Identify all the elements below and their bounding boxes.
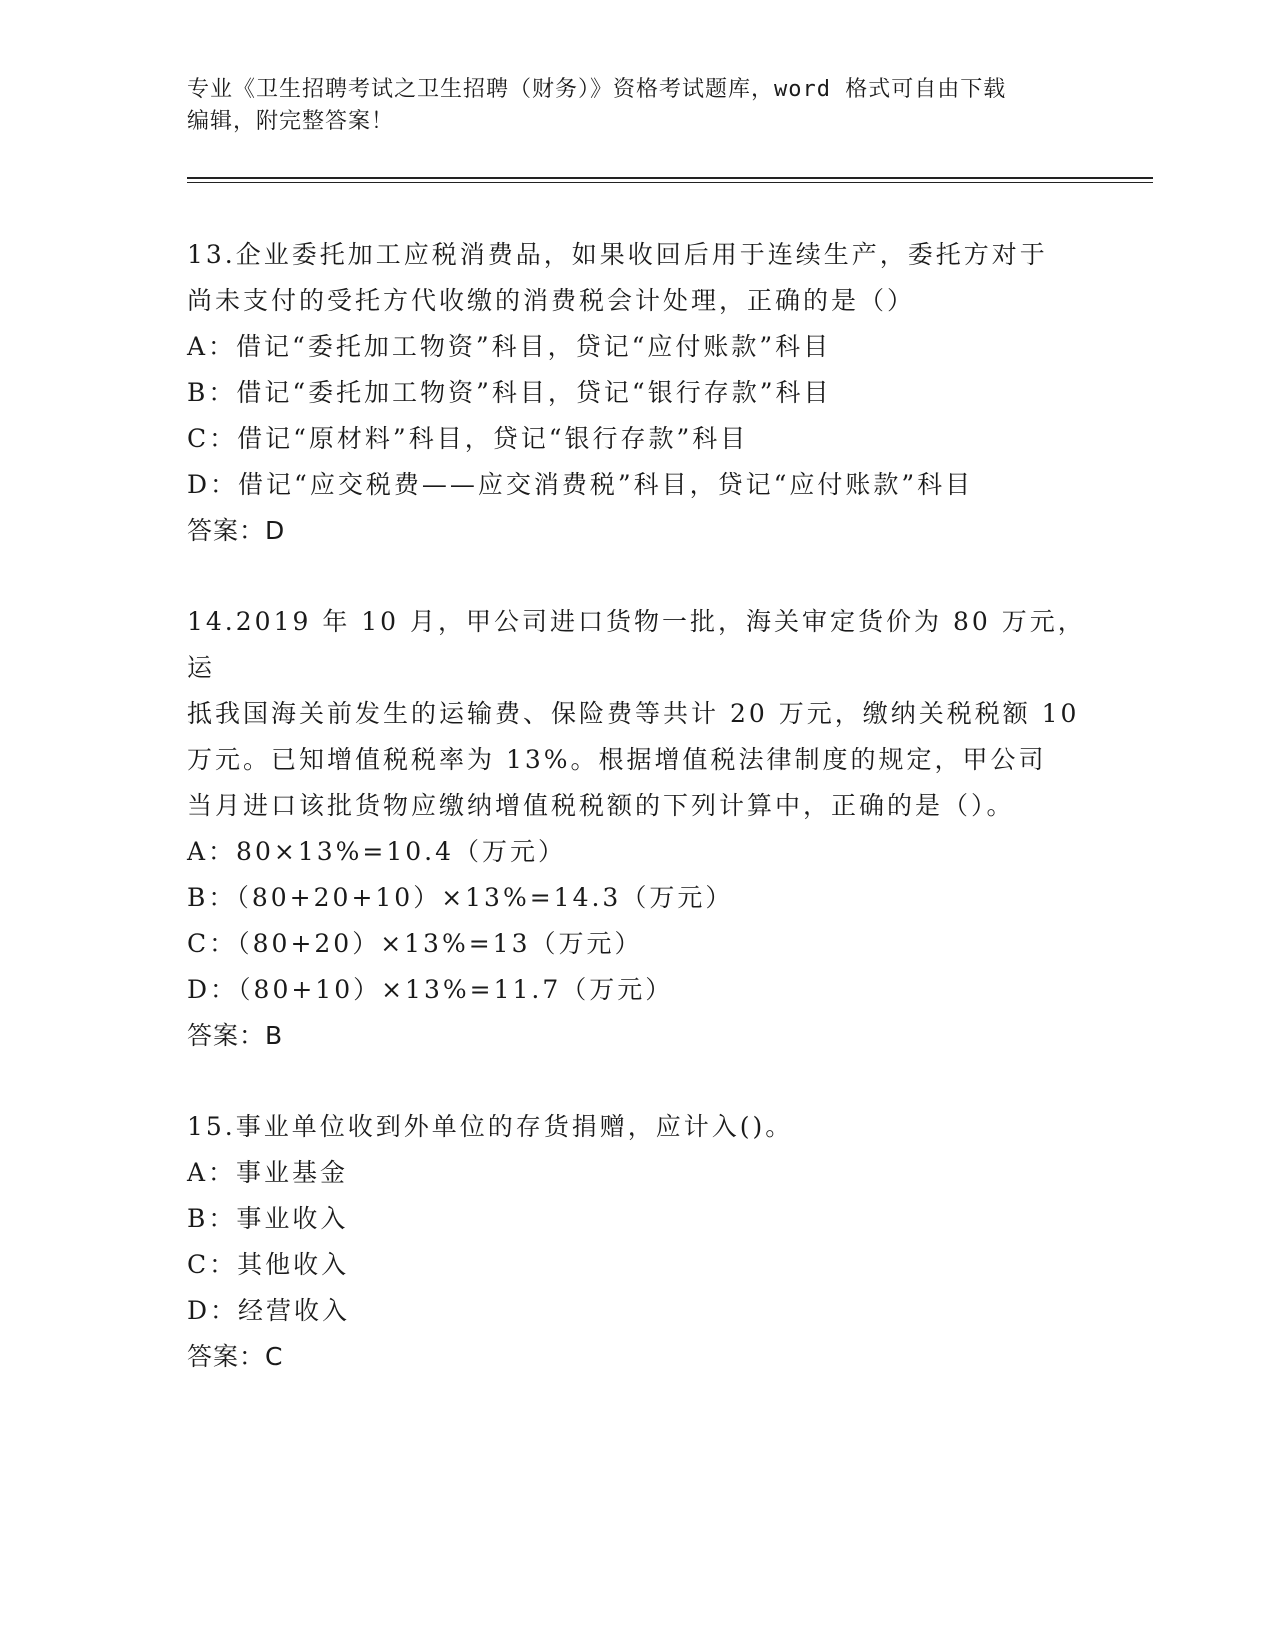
option-b: B：（80+20+10）×13%=14.3（万元） (187, 883, 734, 912)
question-list (187, 232, 1087, 1380)
option-a: A：事业基金 (187, 1158, 349, 1187)
answer-line: 答案：C (187, 1342, 284, 1371)
header-divider-thick (187, 177, 1153, 179)
stem-line: 当月进口该批货物应缴纳增值税税额的下列计算中，正确的是（）。 (187, 791, 1015, 820)
answer-line: 答案：D (187, 516, 286, 545)
option-d: D：（80+10）×13%=11.7（万元） (187, 975, 674, 1004)
option-c: C：其他收入 (187, 1250, 350, 1279)
question-14 (187, 599, 1087, 1059)
question-15 (187, 1104, 1087, 1380)
stem-line: 抵我国海关前发生的运输费、保险费等共计 20 万元，缴纳关税税额 10 (187, 699, 1080, 728)
option-a: A：80×13%=10.4（万元） (187, 837, 566, 866)
question-13 (187, 232, 1087, 554)
header-divider-thin (187, 182, 1153, 183)
stem-line: 15.事业单位收到外单位的存货捐赠，应计入()。 (187, 1112, 794, 1141)
header-line-1: 专业《卫生招聘考试之卫生招聘（财务）》资格考试题库，word 格式可自由下载 (187, 77, 1007, 102)
stem-line: 万元。已知增值税税率为 13%。根据增值税法律制度的规定，甲公司 (187, 745, 1047, 774)
option-b: B：借记“委托加工物资”科目，贷记“银行存款”科目 (187, 378, 832, 407)
stem-line: 14.2019 年 10 月，甲公司进口货物一批，海关审定货价为 80 万元，运 (187, 607, 1086, 682)
option-a: A：借记“委托加工物资”科目，贷记“应付账款”科目 (187, 332, 832, 361)
question-stem (187, 1104, 1087, 1150)
option-d: D：经营收入 (187, 1296, 351, 1325)
answer-line: 答案：B (187, 1021, 284, 1050)
stem-line: 13.企业委托加工应税消费品，如果收回后用于连续生产，委托方对于 (187, 240, 1048, 269)
header-line-2: 编辑，附完整答案！ (187, 109, 395, 134)
stem-line: 尚未支付的受托方代收缴的消费税会计处理，正确的是（） (187, 286, 916, 315)
option-d: D：借记“应交税费——应交消费税”科目，贷记“应付账款”科目 (187, 470, 974, 499)
question-stem (187, 232, 1087, 324)
option-c: C：借记“原材料”科目，贷记“银行存款”科目 (187, 424, 749, 453)
option-b: B：事业收入 (187, 1204, 349, 1233)
document-header (187, 74, 1087, 138)
option-c: C：（80+20）×13%=13（万元） (187, 929, 643, 958)
question-stem (187, 599, 1087, 829)
